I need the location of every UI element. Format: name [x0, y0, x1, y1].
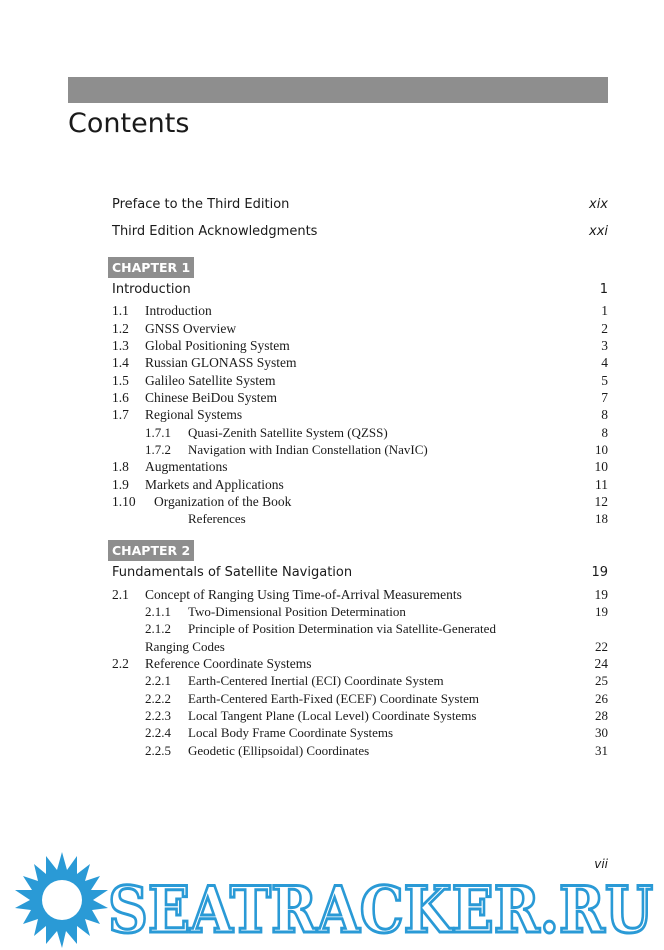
section-title: Reference Coordinate Systems	[145, 656, 312, 671]
section-number: 1.6	[112, 390, 129, 405]
header-bar	[68, 77, 608, 103]
subsection-number: 2.2.3	[145, 708, 171, 723]
section-number: 2.2	[112, 656, 129, 671]
subsection-page: 8	[601, 425, 608, 440]
subsection-number: 2.2.2	[145, 691, 171, 706]
subsection-title: Navigation with Indian Constellation (NavIC)	[188, 442, 428, 457]
toc-subentry[interactable]	[112, 604, 608, 620]
section-number: 2.1	[112, 587, 129, 602]
subsection-title: Local Tangent Plane (Local Level) Coordinate Systems	[188, 708, 477, 723]
section-page: 24	[594, 656, 608, 671]
toc-entry[interactable]	[112, 407, 608, 423]
subsection-page: 26	[595, 691, 608, 706]
section-page: 2	[601, 321, 608, 336]
section-number: 1.1	[112, 303, 129, 318]
subsection-page: 22	[595, 639, 608, 654]
toc-entry[interactable]	[112, 373, 608, 389]
section-page: 1	[601, 303, 608, 318]
section-page: 3	[601, 338, 608, 353]
toc-entry[interactable]	[112, 338, 608, 354]
toc-entry[interactable]	[112, 494, 608, 510]
section-page: 19	[594, 587, 608, 602]
subsection-title: Ranging Codes	[145, 639, 225, 654]
subsection-number: 2.2.5	[145, 743, 171, 758]
chapter-title: Fundamentals of Satellite Navigation	[112, 565, 353, 580]
watermark-text: SEATRACKER.RU	[108, 873, 653, 948]
seatracker-watermark	[0, 848, 664, 950]
toc-entry[interactable]	[112, 459, 608, 475]
toc-entry[interactable]	[112, 321, 608, 337]
section-title: Organization of the Book	[154, 494, 292, 509]
toc-entry[interactable]	[112, 303, 608, 319]
subsection-page: 19	[595, 604, 608, 619]
toc-subentry[interactable]	[112, 442, 608, 458]
subsection-title: Quasi-Zenith Satellite System (QZSS)	[188, 425, 388, 440]
toc-subentry[interactable]	[112, 743, 608, 759]
toc-entry[interactable]	[112, 355, 608, 371]
page-folio: vii	[594, 857, 608, 871]
section-title: Galileo Satellite System	[145, 373, 276, 388]
chapter-title: Introduction	[112, 282, 191, 297]
section-title: GNSS Overview	[145, 321, 237, 336]
section-title: Introduction	[145, 303, 212, 318]
section-number: 1.10	[112, 494, 136, 509]
toc-subentry[interactable]	[112, 425, 608, 441]
section-title: Russian GLONASS System	[145, 355, 297, 370]
section-title: Regional Systems	[145, 407, 243, 422]
references-page: 18	[595, 511, 608, 526]
entry-title: Preface to the Third Edition	[112, 197, 290, 212]
page-title: Contents	[68, 108, 190, 139]
subsection-page: 10	[595, 442, 608, 457]
section-title: Concept of Ranging Using Time-of-Arrival Measurements	[145, 587, 462, 602]
toc-subentry[interactable]	[112, 621, 608, 637]
chapter-page: 1	[599, 282, 608, 297]
subsection-title: Earth-Centered Earth-Fixed (ECEF) Coordinate System	[188, 691, 479, 706]
chapter-page: 19	[591, 565, 608, 580]
section-title: Chinese BeiDou System	[145, 390, 277, 405]
toc-entry[interactable]	[112, 390, 608, 406]
section-page: 5	[601, 373, 608, 388]
section-page: 11	[595, 477, 608, 492]
entry-title: Third Edition Acknowledgments	[112, 224, 318, 239]
sunburst-icon	[15, 852, 108, 948]
subsection-number: 1.7.2	[145, 442, 171, 457]
entry-page: xix	[589, 197, 608, 212]
section-number: 1.3	[112, 338, 129, 353]
subsection-number: 2.2.4	[145, 725, 171, 740]
section-title: Global Positioning System	[145, 338, 290, 353]
toc-subentry[interactable]	[112, 673, 608, 689]
chapter-2-title-row[interactable]	[112, 565, 608, 580]
subsection-page: 30	[595, 725, 608, 740]
subsection-page: 28	[595, 708, 608, 723]
references-title: References	[188, 511, 246, 526]
subsection-number: 2.2.1	[145, 673, 171, 688]
section-number: 1.8	[112, 459, 129, 474]
toc-subentry[interactable]	[112, 708, 608, 724]
section-page: 10	[594, 459, 608, 474]
subsection-title: Geodetic (Ellipsoidal) Coordinates	[188, 743, 370, 758]
subsection-page: 31	[595, 743, 608, 758]
subsection-number: 2.1.1	[145, 604, 171, 619]
section-number: 1.2	[112, 321, 129, 336]
toc-subentry[interactable]	[112, 725, 608, 741]
section-number: 1.9	[112, 477, 129, 492]
toc-entry-acknowledgments[interactable]	[112, 224, 608, 239]
section-number: 1.5	[112, 373, 129, 388]
section-number: 1.4	[112, 355, 129, 370]
subsection-number: 2.1.2	[145, 621, 171, 636]
subsection-title: Two-Dimensional Position Determination	[188, 604, 406, 619]
toc-entry[interactable]	[112, 587, 608, 603]
chapter-1-title-row[interactable]	[112, 282, 608, 297]
subsection-title: Principle of Position Determination via Satellite-Generated	[188, 621, 496, 636]
toc-subentry[interactable]	[112, 691, 608, 707]
toc-entry[interactable]	[112, 477, 608, 493]
subsection-title: Local Body Frame Coordinate Systems	[188, 725, 394, 740]
section-title: Markets and Applications	[145, 477, 284, 492]
toc-subentry-continued[interactable]	[112, 639, 608, 655]
chapter-2-badge: CHAPTER 2	[108, 540, 194, 561]
subsection-number: 1.7.1	[145, 425, 171, 440]
entry-page: xxi	[589, 224, 608, 239]
toc-references[interactable]	[112, 511, 608, 527]
section-page: 12	[594, 494, 608, 509]
subsection-title: Earth-Centered Inertial (ECI) Coordinate System	[188, 673, 444, 688]
section-number: 1.7	[112, 407, 129, 422]
toc-entry[interactable]	[112, 656, 608, 672]
toc-entry-preface[interactable]	[112, 197, 608, 212]
section-page: 7	[601, 390, 608, 405]
section-page: 8	[601, 407, 608, 422]
subsection-page: 25	[595, 673, 608, 688]
section-title: Augmentations	[145, 459, 228, 474]
chapter-1-badge: CHAPTER 1	[108, 257, 194, 278]
section-page: 4	[601, 355, 608, 370]
